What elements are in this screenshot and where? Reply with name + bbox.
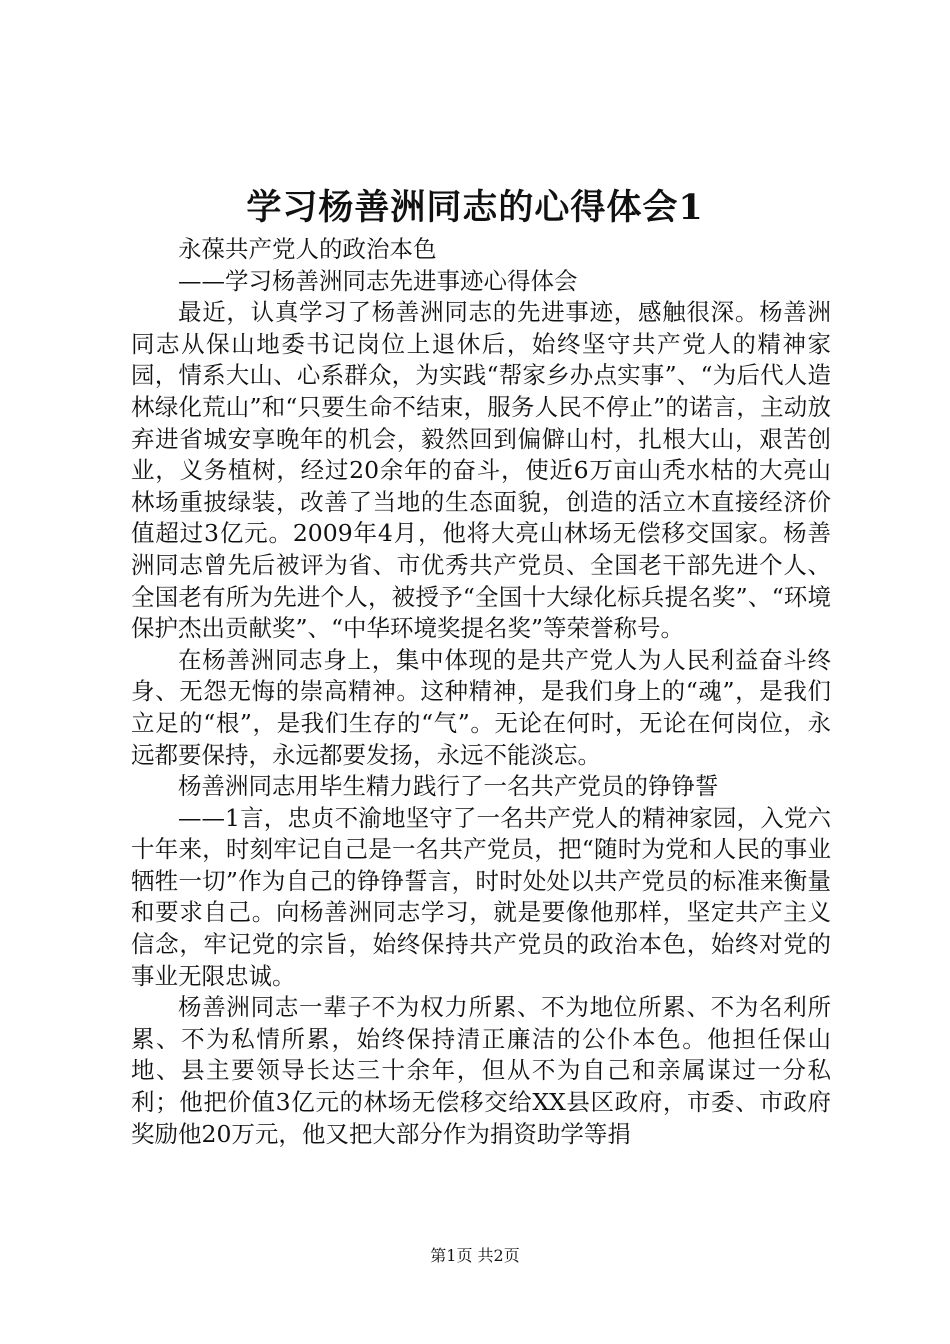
page-indicator: 第1页 共2页: [430, 1246, 520, 1265]
paragraph: ——1言，忠贞不渝地坚守了一名共产党人的精神家园，入党六十年来，时刻牢记自己是一名共产党员，把“随时为党和人民的事业牺牲一切”作为自己的铮铮誓言，时时处处以共产党员的标准来衡量和要求自己。向杨善洲同志学习，就是要像他那样，坚定共产主义信念，牢记党的宗旨，始终保持共产党员的政治本色，始终对党的事业无限忠诚。: [131, 803, 831, 990]
paragraph: 在杨善洲同志身上，集中体现的是共产党人为人民利益奋斗终身、无怨无悔的崇高精神。这种精神，是我们身上的“魂”，是我们立足的“根”，是我们生存的“气”。无论在何时，无论在何岗位，永远都要保持，永远都要发扬，永远不能淡忘。: [131, 645, 831, 769]
paragraph: 杨善洲同志一辈子不为权力所累、不为地位所累、不为名利所累、不为私情所累，始终保持清正廉洁的公仆本色。他担任保山地、县主要领导长达三十余年，但从不为自己和亲属谋过一分私利；他把价值3亿元的林场无偿移交给XX县区政府，市委、市政府奖励他20万元，他又把大部分作为捐资助学等捐: [131, 993, 831, 1148]
document-title: 学习杨善洲同志的心得体会1: [246, 187, 704, 228]
paragraph: 杨善洲同志用毕生精力践行了一名共产党员的铮铮誓: [178, 772, 719, 801]
paragraph-subtitle: 永葆共产党人的政治本色: [178, 235, 437, 263]
paragraph-subheading: ——学习杨善洲同志先进事迹心得体会: [178, 266, 578, 295]
paragraph: 最近，认真学习了杨善洲同志的先进事迹，感触很深。杨善洲同志从保山地委书记岗位上退休后，始终坚守共产党人的精神家园，情系大山、心系群众，为实践“帮家乡办点实事”、“为后代人造林绿化荒山”和“只要生命不结束，服务人民不停止”的诺言，主动放弃进省城安享晚年的机会，毅然回到偏僻山村，扎根大山，艰苦创业，义务植树，经过20余年的奋斗，使近6万亩山秃水枯的大亮山林场重披绿装，改善了当地的生态面貌，创造的活立木直接经济价值超过3亿元。2009年4月，他将大亮山林场无偿移交国家。杨善洲同志曾先后被评为省、市优秀共产党员、全国老干部先进个人、全国老有所为先进个人，被授予“全国十大绿化标兵提名奖”、“环境保护杰出贡献奖”、“中华环境奖提名奖”等荣誉称号。: [131, 298, 831, 643]
document-body: [131, 234, 831, 1150]
